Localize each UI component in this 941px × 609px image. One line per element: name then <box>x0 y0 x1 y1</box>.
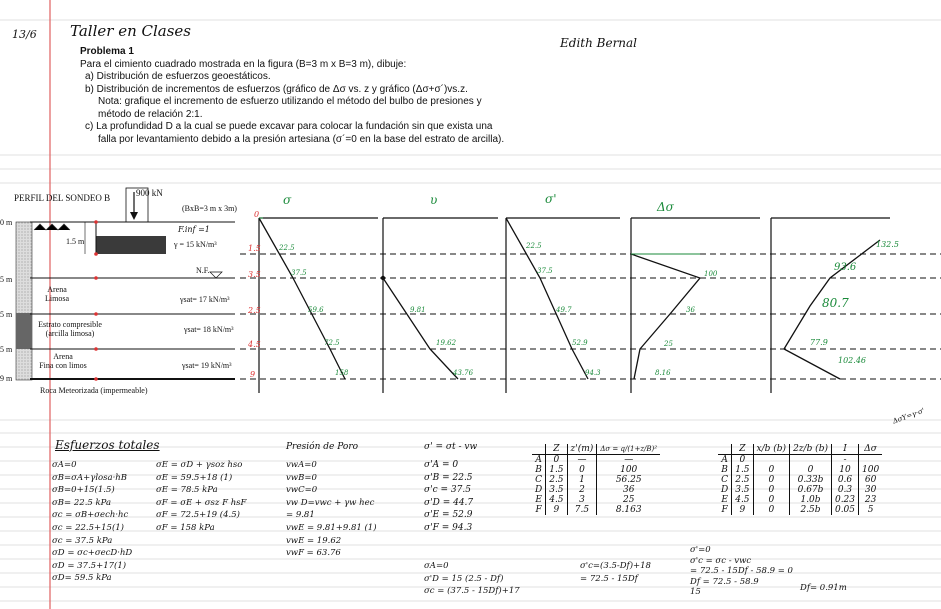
pore-calcs: vwA=0 vwB=0 vwC=0 vw D=vwc + γw hec = 9.81 vwE = 9.81+9.81 (1) vwE = 19.62 vwF = 63.76 <box>286 460 377 559</box>
eff-title: σ' = σt - vw <box>424 442 478 452</box>
item-a: a) Distribución de esfuerzos geoestáticos. <box>85 71 271 82</box>
depth-3: 5 m <box>0 345 13 354</box>
page-title: Taller en Clases <box>70 22 191 40</box>
zmark-2: 3.5 <box>248 270 261 279</box>
eff-label-1: 37.5 <box>537 267 553 275</box>
depth-result: Df= 0.91m <box>800 583 847 593</box>
eff-label-2: 49.7 <box>556 306 572 314</box>
sigma-label-0: 22.5 <box>279 244 295 252</box>
note-line-2: método de relación 2:1. <box>98 108 203 120</box>
graph-title-eff: σ' <box>545 192 557 206</box>
ds-label-0: 100 <box>704 270 718 278</box>
table-row: D 3.5 2 36 <box>532 485 660 495</box>
depth-calc-mid: σ'c=(3.5-Df)+18 = 72.5 - 15Df <box>580 561 651 584</box>
item-b: b) Distribución de incrementos de esfuerzos (gráfico de Δσ vs. z y gráfico (Δσ+σ´)vs.z. <box>85 83 468 95</box>
gamma-4: γsat= 19 kN/m³ <box>182 361 232 370</box>
layer2-name: Estrato compresible (arcilla limosa) <box>38 320 102 338</box>
graph-title-sigma: σ <box>283 193 292 207</box>
depth-1: 5 m <box>0 275 13 284</box>
table-row: E 4.5 0 1.0b 0.23 23 <box>718 495 882 505</box>
table-row: E 4.5 3 25 <box>532 495 660 505</box>
bulb-label-4: 102.46 <box>838 356 866 365</box>
gamma-3: γsat= 18 kN/m³ <box>184 325 234 334</box>
table-2to1: Z z'(m) Δσ = q/(1+z/B)² A 0 — — B 1.5 0 100 C 2.5 1 56.25 D 3.5 2 36 E 4.5 3 25 F 9 7.5 8.163 <box>532 444 660 515</box>
totals-col-1: σA=0 σB=σA+γlosa·hB σB=0+15(1.5) σB= 22.5 kPa σc = σB+σech·hc σc = 22.5+15(1) σc = 37.5 kPa σD = σc+σecD·hD σD = 37.5+17(1) σD= 59.5 kPa <box>52 460 133 584</box>
gamma-2: γsat= 17 kN/m³ <box>180 295 230 304</box>
zmark-0: 0 <box>254 210 260 219</box>
pore-title: Presión de Poro <box>286 442 359 452</box>
u-label-2: 43.76 <box>453 369 474 377</box>
totals-title: Esfuerzos totales <box>55 438 160 452</box>
eff-label-3: 52.9 <box>572 339 588 347</box>
bulb-label-0: 132.5 <box>876 240 899 249</box>
zmark-3: 2.5 <box>248 306 261 315</box>
zmark-1: 1.5 <box>248 244 261 253</box>
table-row: A 0 — — <box>532 455 660 466</box>
note-line-1: Nota: grafique el incremento de esfuerzo utilizando el método del bulbo de presiones y <box>98 96 482 107</box>
u-label-1: 19.62 <box>436 339 457 347</box>
profile-title: PERFIL DEL SONDEO B <box>14 193 111 203</box>
item-c-line-2: falla por levantamiento debido a la presión artesiana (σ´=0 en la base del estrato de arcilla). <box>98 133 505 145</box>
graph-title-delta: Δσ <box>657 200 674 214</box>
sigma-label-3: 72.5 <box>324 339 340 347</box>
load-label: 900 kN <box>136 188 163 198</box>
layer1-name: Arena Limosa <box>45 285 69 303</box>
table-row: C 2.5 0 0.33b 0.6 60 <box>718 475 882 485</box>
found-depth: 1.5 m <box>66 237 85 246</box>
item-c-line-1: c) La profundidad D a la cual se puede excavar para colocar la fundación sin que exista una <box>85 121 493 132</box>
date-note: 13/6 <box>12 28 37 41</box>
totals-col-2: σE = σD + γsoz hso σE = 59.5+18 (1) σE = 78.5 kPa σF = σE + σsz F hsF σF = 72.5+19 (4.5) σF = 158 kPa <box>156 460 247 533</box>
depth-2: 5 m <box>0 310 13 319</box>
table-row: C 2.5 1 56.25 <box>532 475 660 485</box>
zmark-4: 4.5 <box>248 340 261 349</box>
problem-intro: Para el cimiento cuadrado mostrada en la figura (B=3 m x B=3 m), dibuje: <box>80 58 407 70</box>
fs-note: F.inf =1 <box>178 225 210 234</box>
ds-label-1: 36 <box>686 306 695 314</box>
depth-calc-right: σ'=0 σ'c = σc - vwc = 72.5 - 15Df - 58.9 = 0 Df = 72.5 - 58.9 15 <box>690 545 793 597</box>
depth-calc-left: σA=0 σ'D = 15 (2.5 - Df) σc = (37.5 - 15Df)+17 <box>424 561 520 597</box>
bulb-label-1: 93.6 <box>834 262 857 273</box>
sigma-label-4: 158 <box>335 369 349 377</box>
table-row: A 0 - <box>718 455 882 466</box>
sigma-label-2: 59.6 <box>308 306 324 314</box>
bulb-label-3: 77.9 <box>810 338 828 347</box>
zmark-5: 9 <box>250 370 256 379</box>
table-row: D 3.5 0 0.67b 0.3 30 <box>718 485 882 495</box>
ds-label-2: 25 <box>664 340 673 348</box>
corner-note: ΔσY=γ·σ' <box>891 406 926 426</box>
eff-label-4: 94.3 <box>585 369 601 377</box>
table-row: F 9 7.5 8.163 <box>532 505 660 515</box>
footing-dims: (BxB=3 m x 3m) <box>182 204 237 213</box>
gamma-1: γ = 15 kN/m³ <box>174 240 217 249</box>
depth-0: 0 m <box>0 218 13 227</box>
eff-label-0: 22.5 <box>526 242 542 250</box>
layer3-name: Arena Fina con limos <box>39 352 87 370</box>
bulb-label-2: 80.7 <box>822 296 849 310</box>
rock-label: Roca Meteorizada (impermeable) <box>40 386 148 395</box>
nf-label: N.F. <box>196 266 210 275</box>
depth-4: 9 m <box>0 374 13 383</box>
author-name: Edith Bernal <box>560 36 638 50</box>
problem-heading: Problema 1 <box>80 46 134 57</box>
table-row: F 9 0 2.5b 0.05 5 <box>718 505 882 515</box>
table-row: B 1.5 0 0 10 100 <box>718 465 882 475</box>
graph-title-u: υ <box>430 193 438 207</box>
u-label-0: 9.81 <box>410 306 426 314</box>
table-row: B 1.5 0 100 <box>532 465 660 475</box>
eff-calcs: σ'A = 0 σ'B = 22.5 σ'c = 37.5 σ'D = 44.7 σ'E = 52.9 σ'F = 94.3 <box>424 460 474 533</box>
sigma-label-1: 37.5 <box>291 269 307 277</box>
ds-label-3: 8.16 <box>655 369 671 377</box>
table-bulb: Z x/b (b) 2z/b (b) I Δσ A 0 - B 1.5 0 0 10 100 C 2.5 0 0.33b 0.6 60 D 3.5 0 0.67b 0.3 30 E 4.5 0 1.0b 0.23 23 F 9 0 2.5b 0.05 5 <box>718 444 882 515</box>
